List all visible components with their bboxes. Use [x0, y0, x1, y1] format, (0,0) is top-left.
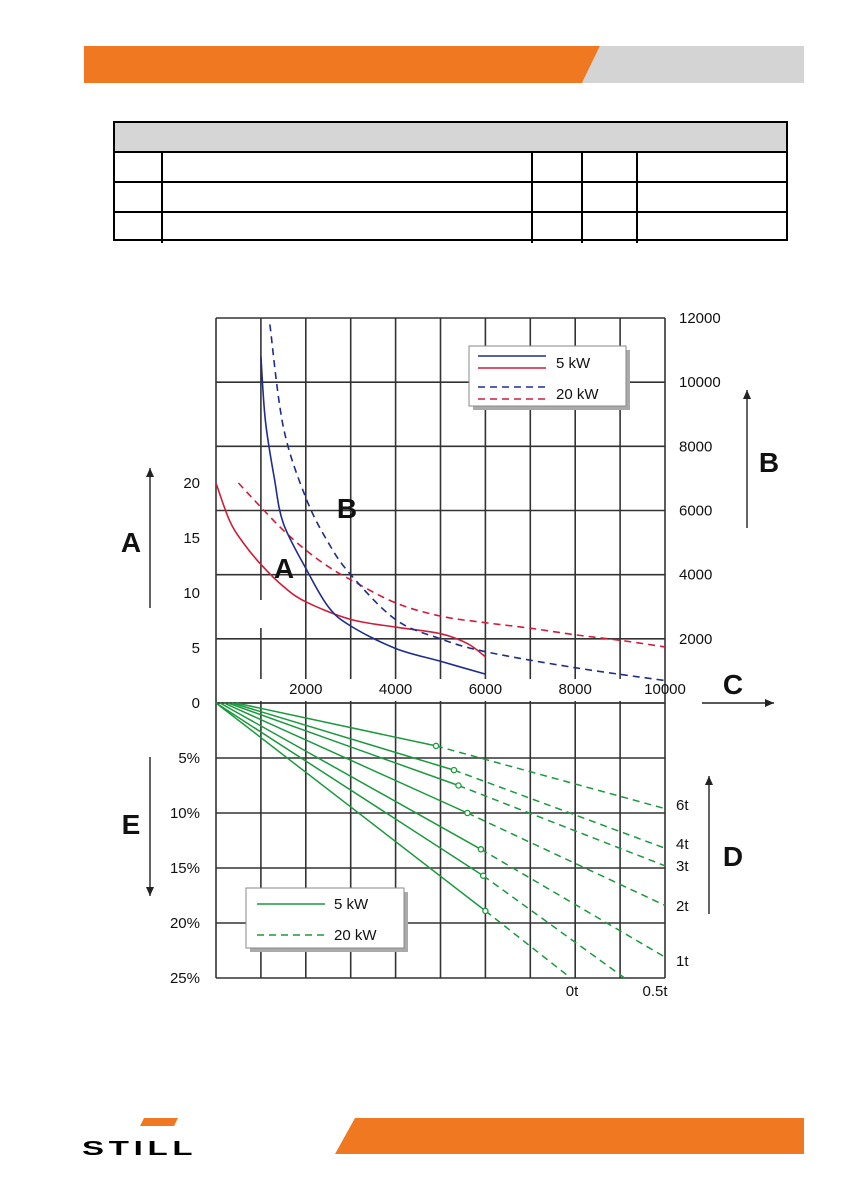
load-label: 3t — [676, 858, 689, 875]
still-logo — [82, 1118, 222, 1158]
series-line-6t-20kw — [436, 746, 665, 809]
data-point — [465, 810, 470, 815]
y-right-tick-label: 10000 — [679, 374, 721, 392]
axis-letter-c: C — [722, 669, 744, 700]
y-left-tick-label: 25% — [169, 970, 200, 987]
y-right-tick-label: 6000 — [679, 502, 713, 520]
legend-label-5kw: 5 kW — [556, 355, 591, 372]
series-line-a-20kw — [238, 483, 665, 647]
series-line-0.5t-20kw — [483, 876, 624, 978]
legend-box — [469, 346, 626, 406]
y-left-tick-label: 10% — [169, 805, 200, 822]
axis-e-arrow-head — [146, 887, 154, 896]
x-tick-label: 4000 — [378, 681, 413, 698]
series-line-b-5kw — [261, 357, 486, 675]
logo-wordmark: STILL — [82, 1136, 198, 1158]
series-line-3t-5kw — [228, 703, 458, 786]
legend-label-5kw: 5 kW — [334, 896, 369, 913]
data-point — [456, 783, 461, 788]
data-point — [433, 743, 438, 748]
axis-d-arrow-head — [705, 776, 713, 785]
curve-label-a: A — [273, 553, 295, 584]
grid-gap — [258, 600, 264, 628]
x-tick-label: 0t — [565, 983, 579, 1000]
y-left-tick-label: 20 — [183, 475, 200, 492]
curve-label-b: B — [336, 493, 358, 524]
legend-label-20kw: 20 kW — [556, 386, 599, 403]
axis-letter-a: A — [120, 527, 142, 558]
y-left-tick-label: 5 — [191, 640, 200, 657]
data-point — [481, 873, 486, 878]
x-tick-label: 2000 — [289, 681, 323, 698]
y-left-tick-label: 15% — [169, 860, 200, 877]
axis-b-arrow-head — [743, 390, 751, 399]
load-label: 1t — [676, 953, 689, 970]
y-right-tick-label: 2000 — [679, 630, 713, 648]
y-right-tick-label: 4000 — [679, 566, 713, 584]
data-point — [478, 847, 483, 852]
grid — [216, 318, 665, 978]
axis-letter-d: D — [722, 841, 744, 872]
axis-a-arrow-head — [146, 468, 154, 477]
series-line-0t-20kw — [485, 911, 570, 978]
logo-accent-slash — [140, 1118, 178, 1126]
tick-label-backdrop — [218, 679, 663, 701]
x-tick-label: 6000 — [468, 681, 503, 698]
y-left-tick-label: 15 — [183, 530, 200, 547]
series-line-6t-5kw — [236, 703, 436, 746]
x-tick-label: 10000 — [644, 681, 686, 698]
data-point — [451, 768, 456, 773]
y-left-tick-label: 20% — [169, 915, 200, 932]
y-left-tick-label: 0 — [191, 695, 200, 712]
load-label: 4t — [676, 836, 689, 853]
axis-letter-b: B — [758, 447, 780, 478]
series-line-3t-20kw — [458, 786, 665, 866]
legend-label-20kw: 20 kW — [334, 927, 377, 944]
load-label: 2t — [676, 898, 689, 915]
y-right-tick-label: 8000 — [679, 438, 713, 456]
legend-box — [246, 888, 404, 948]
x-tick-label: 8000 — [558, 681, 592, 698]
y-left-tick-label: 10 — [183, 585, 200, 602]
axis-letter-e: E — [121, 809, 141, 840]
data-point — [483, 908, 488, 913]
y-left-tick-label: 5% — [178, 750, 200, 767]
series-line-0.5t-5kw — [216, 703, 483, 876]
load-label: 6t — [676, 797, 689, 814]
series-line-4t-5kw — [232, 703, 454, 770]
x-tick-label: 0.5t — [642, 983, 668, 1000]
axis-c-arrow-head — [765, 699, 774, 707]
y-right-tick-label: 12000 — [679, 310, 721, 327]
